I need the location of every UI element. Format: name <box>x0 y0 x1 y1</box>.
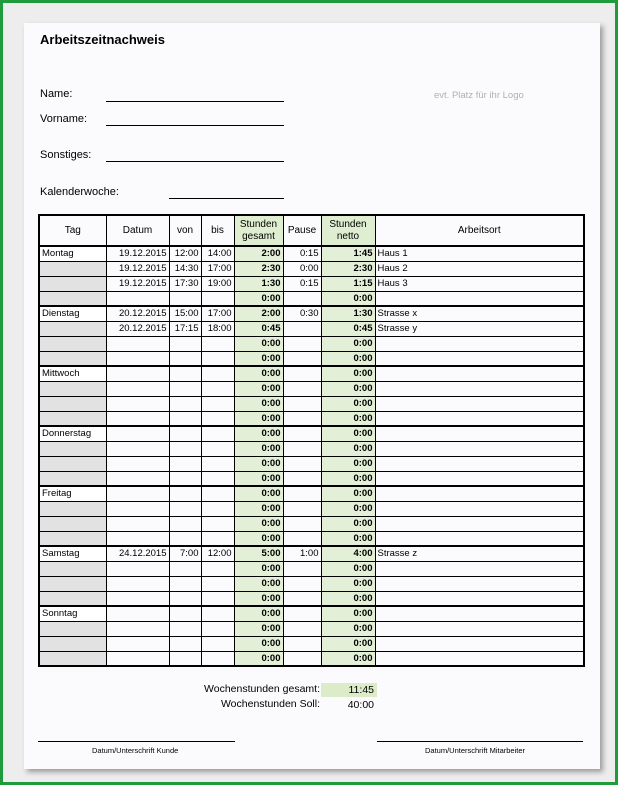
cell-von[interactable] <box>169 336 201 351</box>
cell-arbeitsort[interactable] <box>375 501 584 516</box>
signature-label-mitarbeiter: Datum/Unterschrift Mitarbeiter <box>425 746 526 755</box>
cell-bis[interactable] <box>201 471 234 486</box>
cell-arbeitsort[interactable]: Haus 2 <box>375 261 584 276</box>
table-row <box>39 546 584 561</box>
day-label: Mittwoch <box>39 366 106 381</box>
day-cell <box>39 411 106 426</box>
table-row <box>39 441 584 456</box>
cell-datum[interactable]: 24.12.2015 <box>106 546 169 561</box>
logo-placeholder: evt. Platz für ihr Logo <box>434 90 524 101</box>
cell-datum[interactable] <box>106 381 169 396</box>
cell-pause[interactable] <box>283 531 321 546</box>
cell-pause[interactable] <box>283 471 321 486</box>
cell-arbeitsort[interactable] <box>375 636 584 651</box>
cell-stunden-netto[interactable]: 0:00 <box>321 441 375 456</box>
cell-stunden-gesamt[interactable]: 5:00 <box>234 546 283 561</box>
cell-pause[interactable] <box>283 381 321 396</box>
cell-bis[interactable]: 14:00 <box>201 246 234 261</box>
cell-stunden-gesamt[interactable]: 2:00 <box>234 306 283 321</box>
cell-arbeitsort[interactable] <box>375 291 584 306</box>
cell-bis[interactable]: 18:00 <box>201 321 234 336</box>
table-row <box>39 396 584 411</box>
cell-datum[interactable] <box>106 561 169 576</box>
cell-stunden-netto[interactable]: 1:30 <box>321 306 375 321</box>
table-row <box>39 276 584 291</box>
cell-stunden-netto[interactable]: 0:00 <box>321 501 375 516</box>
cell-stunden-gesamt[interactable]: 0:00 <box>234 291 283 306</box>
cell-von[interactable] <box>169 636 201 651</box>
cell-arbeitsort[interactable]: Haus 3 <box>375 276 584 291</box>
cell-stunden-netto[interactable]: 1:45 <box>321 246 375 261</box>
cell-stunden-gesamt[interactable]: 0:00 <box>234 531 283 546</box>
cell-datum[interactable] <box>106 516 169 531</box>
cell-von[interactable] <box>169 561 201 576</box>
table-row <box>39 411 584 426</box>
cell-datum[interactable] <box>106 366 169 381</box>
cell-arbeitsort[interactable] <box>375 531 584 546</box>
sonstiges-line[interactable] <box>106 161 284 162</box>
cell-pause[interactable]: 0:00 <box>283 261 321 276</box>
cell-datum[interactable] <box>106 501 169 516</box>
table-row <box>39 576 584 591</box>
table-row <box>39 456 584 471</box>
cell-pause[interactable] <box>283 351 321 366</box>
cell-stunden-netto[interactable]: 0:00 <box>321 606 375 621</box>
cell-bis[interactable] <box>201 636 234 651</box>
cell-stunden-gesamt[interactable]: 0:00 <box>234 606 283 621</box>
table-body <box>39 246 584 666</box>
cell-bis[interactable] <box>201 651 234 666</box>
cell-pause[interactable] <box>283 366 321 381</box>
cell-datum[interactable] <box>106 471 169 486</box>
cell-stunden-netto[interactable]: 0:00 <box>321 336 375 351</box>
cell-bis[interactable]: 17:00 <box>201 306 234 321</box>
day-cell <box>39 291 106 306</box>
cell-von[interactable]: 12:00 <box>169 246 201 261</box>
cell-arbeitsort[interactable] <box>375 516 584 531</box>
cell-datum[interactable] <box>106 336 169 351</box>
cell-stunden-gesamt[interactable]: 0:00 <box>234 351 283 366</box>
cell-pause[interactable] <box>283 336 321 351</box>
cell-stunden-netto[interactable]: 0:00 <box>321 396 375 411</box>
cell-stunden-gesamt[interactable]: 0:00 <box>234 441 283 456</box>
cell-von[interactable] <box>169 576 201 591</box>
cell-pause[interactable] <box>283 651 321 666</box>
cell-stunden-netto[interactable]: 0:00 <box>321 486 375 501</box>
table-row <box>39 426 584 441</box>
day-cell <box>39 501 106 516</box>
table-row <box>39 651 584 666</box>
cell-arbeitsort[interactable] <box>375 426 584 441</box>
cell-datum[interactable] <box>106 351 169 366</box>
cell-stunden-netto[interactable]: 0:00 <box>321 426 375 441</box>
cell-stunden-gesamt[interactable]: 0:00 <box>234 411 283 426</box>
cell-stunden-netto[interactable]: 0:00 <box>321 411 375 426</box>
cell-datum[interactable] <box>106 591 169 606</box>
day-cell <box>39 471 106 486</box>
table-row <box>39 381 584 396</box>
cell-arbeitsort[interactable] <box>375 576 584 591</box>
cell-stunden-gesamt[interactable]: 0:00 <box>234 366 283 381</box>
cell-pause[interactable] <box>283 591 321 606</box>
wochenstunden-gesamt-label: Wochenstunden gesamt: <box>204 683 320 695</box>
name-label: Name: <box>40 88 73 100</box>
cell-bis[interactable] <box>201 441 234 456</box>
cell-stunden-gesamt[interactable]: 0:00 <box>234 381 283 396</box>
header-stunden-netto: Stunden netto <box>321 215 375 246</box>
cell-bis[interactable] <box>201 351 234 366</box>
cell-pause[interactable]: 0:30 <box>283 306 321 321</box>
day-label: Donnerstag <box>39 426 106 441</box>
cell-pause[interactable] <box>283 576 321 591</box>
table-row <box>39 636 584 651</box>
cell-von[interactable]: 17:30 <box>169 276 201 291</box>
cell-von[interactable] <box>169 591 201 606</box>
cell-datum[interactable] <box>106 576 169 591</box>
cell-stunden-gesamt[interactable]: 0:00 <box>234 591 283 606</box>
table-row <box>39 246 584 261</box>
vorname-label: Vorname: <box>40 113 88 125</box>
name-line[interactable] <box>106 101 284 102</box>
day-cell <box>39 456 106 471</box>
cell-von[interactable] <box>169 606 201 621</box>
cell-arbeitsort[interactable] <box>375 471 584 486</box>
cell-arbeitsort[interactable] <box>375 441 584 456</box>
day-cell <box>39 591 106 606</box>
table-row <box>39 471 584 486</box>
table-row <box>39 591 584 606</box>
table-row <box>39 501 584 516</box>
table-row <box>39 291 584 306</box>
header-von: von <box>169 215 201 246</box>
cell-stunden-gesamt[interactable]: 0:00 <box>234 501 283 516</box>
kalenderwoche-label: Kalenderwoche: <box>40 186 119 198</box>
table-row <box>39 486 584 501</box>
table-row <box>39 531 584 546</box>
cell-pause[interactable] <box>283 426 321 441</box>
cell-von[interactable] <box>169 351 201 366</box>
day-cell <box>39 261 106 276</box>
cell-von[interactable]: 14:30 <box>169 261 201 276</box>
cell-arbeitsort[interactable]: Haus 1 <box>375 246 584 261</box>
cell-stunden-gesamt[interactable]: 0:00 <box>234 651 283 666</box>
header-stunden-gesamt: Stunden gesamt <box>234 215 283 246</box>
cell-pause[interactable] <box>283 411 321 426</box>
cell-pause[interactable] <box>283 606 321 621</box>
table-row <box>39 306 584 321</box>
cell-stunden-gesamt[interactable]: 0:00 <box>234 456 283 471</box>
cell-pause[interactable]: 0:15 <box>283 246 321 261</box>
cell-datum[interactable] <box>106 396 169 411</box>
cell-pause[interactable]: 1:00 <box>283 546 321 561</box>
cell-pause[interactable]: 0:15 <box>283 276 321 291</box>
day-label: Samstag <box>39 546 106 561</box>
cell-bis[interactable]: 19:00 <box>201 276 234 291</box>
day-cell <box>39 276 106 291</box>
table-row <box>39 261 584 276</box>
cell-von[interactable] <box>169 471 201 486</box>
cell-arbeitsort[interactable] <box>375 351 584 366</box>
cell-stunden-gesamt[interactable]: 0:00 <box>234 396 283 411</box>
cell-datum[interactable] <box>106 426 169 441</box>
day-cell <box>39 351 106 366</box>
cell-stunden-gesamt[interactable]: 0:00 <box>234 516 283 531</box>
cell-stunden-netto[interactable]: 0:00 <box>321 516 375 531</box>
time-table <box>38 214 585 667</box>
table-row <box>39 336 584 351</box>
cell-stunden-gesamt[interactable]: 0:00 <box>234 621 283 636</box>
cell-bis[interactable] <box>201 501 234 516</box>
cell-stunden-netto[interactable]: 0:45 <box>321 321 375 336</box>
cell-bis[interactable] <box>201 486 234 501</box>
cell-bis[interactable] <box>201 531 234 546</box>
cell-von[interactable] <box>169 426 201 441</box>
cell-stunden-netto[interactable]: 0:00 <box>321 561 375 576</box>
cell-pause[interactable] <box>283 501 321 516</box>
cell-datum[interactable] <box>106 441 169 456</box>
cell-von[interactable] <box>169 501 201 516</box>
cell-stunden-gesamt[interactable]: 0:00 <box>234 561 283 576</box>
day-label: Montag <box>39 246 106 261</box>
cell-bis[interactable] <box>201 411 234 426</box>
cell-bis[interactable] <box>201 396 234 411</box>
cell-von[interactable] <box>169 531 201 546</box>
table-row <box>39 561 584 576</box>
vorname-line[interactable] <box>106 125 284 126</box>
day-cell <box>39 381 106 396</box>
wochenstunden-gesamt-value: 11:45 <box>321 683 377 697</box>
table-row <box>39 351 584 366</box>
cell-arbeitsort[interactable] <box>375 366 584 381</box>
cell-von[interactable] <box>169 516 201 531</box>
cell-bis[interactable]: 12:00 <box>201 546 234 561</box>
header-arbeitsort: Arbeitsort <box>375 215 584 246</box>
cell-von[interactable] <box>169 486 201 501</box>
cell-stunden-netto[interactable]: 4:00 <box>321 546 375 561</box>
day-cell <box>39 396 106 411</box>
cell-stunden-netto[interactable]: 0:00 <box>321 471 375 486</box>
cell-arbeitsort[interactable] <box>375 651 584 666</box>
header-datum: Datum <box>106 215 169 246</box>
day-cell <box>39 576 106 591</box>
day-cell <box>39 516 106 531</box>
day-label: Freitag <box>39 486 106 501</box>
cell-datum[interactable]: 19.12.2015 <box>106 246 169 261</box>
cell-datum[interactable]: 20.12.2015 <box>106 321 169 336</box>
cell-von[interactable] <box>169 291 201 306</box>
cell-stunden-gesamt[interactable]: 2:00 <box>234 246 283 261</box>
cell-stunden-gesamt[interactable]: 1:30 <box>234 276 283 291</box>
cell-von[interactable] <box>169 621 201 636</box>
day-label: Dienstag <box>39 306 106 321</box>
table-row <box>39 366 584 381</box>
day-cell <box>39 561 106 576</box>
cell-stunden-gesamt[interactable]: 0:00 <box>234 576 283 591</box>
cell-von[interactable] <box>169 396 201 411</box>
cell-bis[interactable] <box>201 366 234 381</box>
cell-stunden-netto[interactable]: 0:00 <box>321 636 375 651</box>
signature-line-mitarbeiter[interactable] <box>377 741 583 742</box>
cell-datum[interactable] <box>106 621 169 636</box>
cell-von[interactable]: 15:00 <box>169 306 201 321</box>
cell-stunden-netto[interactable]: 0:00 <box>321 366 375 381</box>
header-pause: Pause <box>283 215 321 246</box>
cell-pause[interactable] <box>283 456 321 471</box>
cell-arbeitsort[interactable] <box>375 606 584 621</box>
cell-arbeitsort[interactable]: Strasse z <box>375 546 584 561</box>
cell-arbeitsort[interactable] <box>375 561 584 576</box>
cell-arbeitsort[interactable] <box>375 456 584 471</box>
cell-bis[interactable] <box>201 381 234 396</box>
sonstiges-label: Sonstiges: <box>40 149 92 161</box>
cell-pause[interactable] <box>283 291 321 306</box>
cell-arbeitsort[interactable] <box>375 591 584 606</box>
signature-line-kunde[interactable] <box>38 741 235 742</box>
cell-datum[interactable] <box>106 291 169 306</box>
signature-label-kunde: Datum/Unterschrift Kunde <box>92 746 179 755</box>
day-cell <box>39 621 106 636</box>
cell-arbeitsort[interactable]: Strasse y <box>375 321 584 336</box>
cell-bis[interactable] <box>201 426 234 441</box>
wochenstunden-soll-value: 40:00 <box>347 699 374 711</box>
cell-bis[interactable] <box>201 576 234 591</box>
cell-stunden-gesamt[interactable]: 0:00 <box>234 471 283 486</box>
cell-stunden-netto[interactable]: 0:00 <box>321 651 375 666</box>
cell-arbeitsort[interactable] <box>375 486 584 501</box>
cell-datum[interactable]: 19.12.2015 <box>106 276 169 291</box>
cell-datum[interactable] <box>106 456 169 471</box>
cell-stunden-netto[interactable]: 0:00 <box>321 381 375 396</box>
day-cell <box>39 636 106 651</box>
table-row <box>39 621 584 636</box>
cell-pause[interactable] <box>283 441 321 456</box>
day-cell <box>39 321 106 336</box>
cell-datum[interactable] <box>106 606 169 621</box>
cell-datum[interactable] <box>106 636 169 651</box>
cell-pause[interactable] <box>283 321 321 336</box>
cell-pause[interactable] <box>283 561 321 576</box>
cell-von[interactable] <box>169 411 201 426</box>
cell-stunden-gesamt[interactable]: 2:30 <box>234 261 283 276</box>
table-row <box>39 516 584 531</box>
day-label: Sonntag <box>39 606 106 621</box>
cell-stunden-netto[interactable]: 0:00 <box>321 291 375 306</box>
cell-stunden-netto[interactable]: 0:00 <box>321 576 375 591</box>
cell-von[interactable] <box>169 381 201 396</box>
cell-pause[interactable] <box>283 396 321 411</box>
cell-stunden-netto[interactable]: 0:00 <box>321 351 375 366</box>
cell-arbeitsort[interactable] <box>375 396 584 411</box>
cell-stunden-gesamt[interactable]: 0:00 <box>234 336 283 351</box>
cell-datum[interactable] <box>106 651 169 666</box>
cell-von[interactable] <box>169 456 201 471</box>
cell-bis[interactable] <box>201 621 234 636</box>
cell-bis[interactable] <box>201 456 234 471</box>
cell-stunden-gesamt[interactable]: 0:45 <box>234 321 283 336</box>
cell-datum[interactable] <box>106 486 169 501</box>
cell-bis[interactable] <box>201 291 234 306</box>
cell-stunden-netto[interactable]: 0:00 <box>321 621 375 636</box>
cell-von[interactable]: 7:00 <box>169 546 201 561</box>
cell-pause[interactable] <box>283 621 321 636</box>
cell-arbeitsort[interactable] <box>375 336 584 351</box>
cell-stunden-gesamt[interactable]: 0:00 <box>234 486 283 501</box>
cell-stunden-netto[interactable]: 0:00 <box>321 531 375 546</box>
cell-von[interactable] <box>169 651 201 666</box>
day-cell <box>39 441 106 456</box>
cell-stunden-gesamt[interactable]: 0:00 <box>234 636 283 651</box>
cell-stunden-netto[interactable]: 0:00 <box>321 591 375 606</box>
document-page <box>24 23 600 769</box>
day-cell <box>39 531 106 546</box>
cell-bis[interactable] <box>201 606 234 621</box>
cell-arbeitsort[interactable] <box>375 411 584 426</box>
wochenstunden-soll-label: Wochenstunden Soll: <box>220 698 320 710</box>
cell-pause[interactable] <box>283 636 321 651</box>
cell-datum[interactable] <box>106 531 169 546</box>
cell-stunden-netto[interactable]: 0:00 <box>321 456 375 471</box>
cell-stunden-gesamt[interactable]: 0:00 <box>234 426 283 441</box>
cell-arbeitsort[interactable]: Strasse x <box>375 306 584 321</box>
kalenderwoche-line[interactable] <box>169 198 284 199</box>
cell-bis[interactable] <box>201 561 234 576</box>
cell-stunden-netto[interactable]: 2:30 <box>321 261 375 276</box>
day-cell <box>39 336 106 351</box>
cell-stunden-netto[interactable]: 1:15 <box>321 276 375 291</box>
cell-von[interactable] <box>169 441 201 456</box>
cell-arbeitsort[interactable] <box>375 621 584 636</box>
cell-pause[interactable] <box>283 486 321 501</box>
cell-bis[interactable] <box>201 516 234 531</box>
table-row <box>39 606 584 621</box>
cell-datum[interactable]: 19.12.2015 <box>106 261 169 276</box>
cell-von[interactable]: 17:15 <box>169 321 201 336</box>
day-cell <box>39 651 106 666</box>
table-row <box>39 321 584 336</box>
cell-bis[interactable] <box>201 591 234 606</box>
cell-datum[interactable] <box>106 411 169 426</box>
cell-arbeitsort[interactable] <box>375 381 584 396</box>
header-bis: bis <box>201 215 234 246</box>
cell-von[interactable] <box>169 366 201 381</box>
cell-bis[interactable] <box>201 336 234 351</box>
cell-pause[interactable] <box>283 516 321 531</box>
cell-datum[interactable]: 20.12.2015 <box>106 306 169 321</box>
page-title: Arbeitszeitnachweis <box>40 32 165 47</box>
header-tag: Tag <box>39 215 106 246</box>
cell-bis[interactable]: 17:00 <box>201 261 234 276</box>
